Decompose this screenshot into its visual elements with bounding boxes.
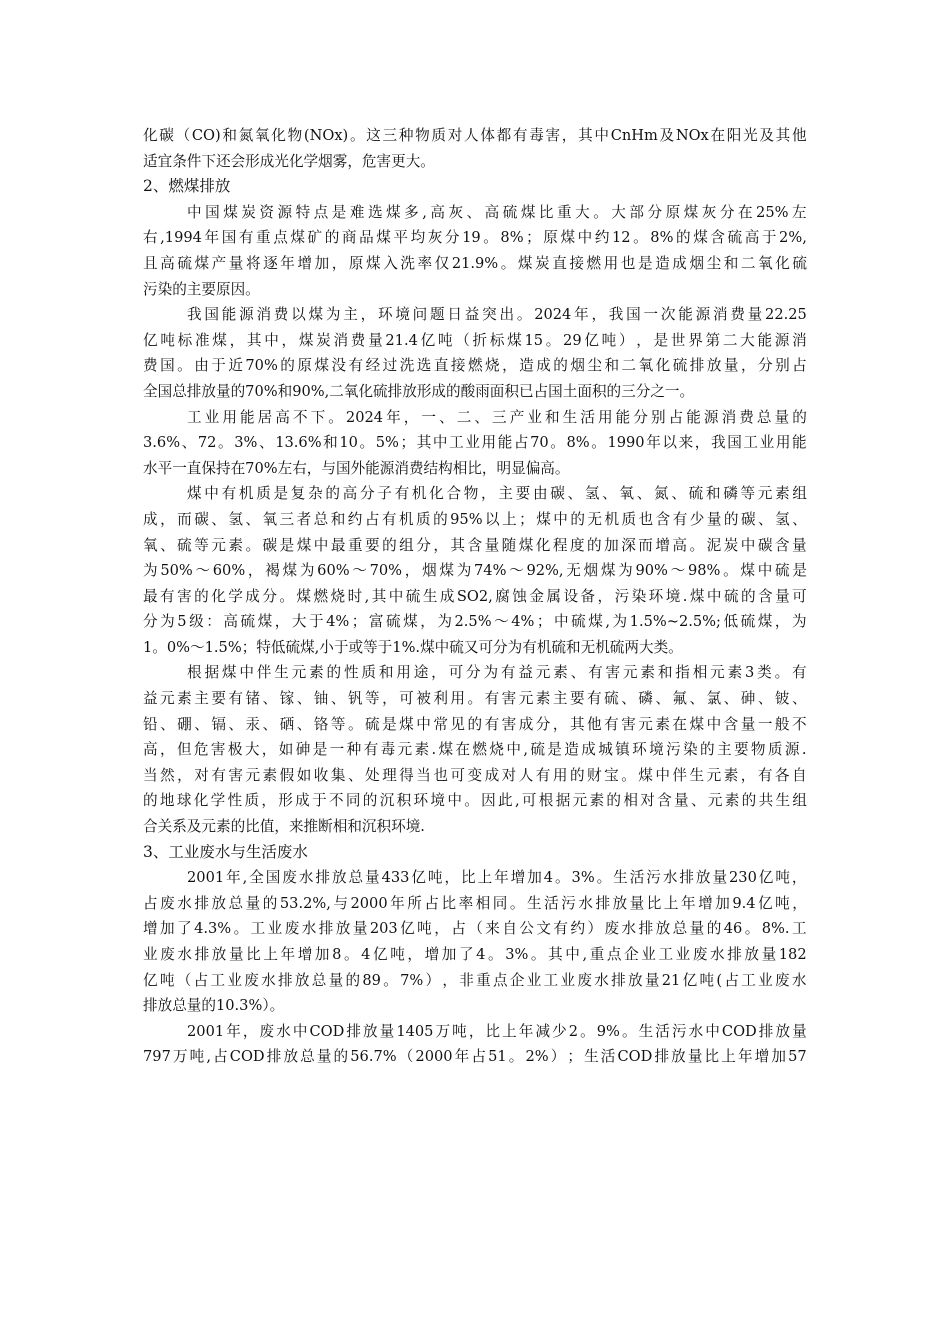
text-line: 且 高 硫 煤 产 量 将 逐 年 增 加 ， 原 煤 入 洗 率 仅 21.9% 。 煤 炭 直 接 燃 用 也 是 造 成 烟 尘 和 二 氧 化 硫 xyxy=(143,254,807,272)
text-line: 化 碳 （ CO) 和 氮 氧 化 物 (NOx) 。 这 三 种 物 质 对 人 体 都 有 毒 害 ， 其 中 CnHm 及 NOx 在 阳 光 及 其 他 xyxy=(143,127,807,144)
text-line: 分 为 5 级 ： 高 硫 煤 ， 大 于 4% ； 富 硫 煤 ， 为 2.5% ～ 4% ； 中 硫 煤 , 为 1.5%~2.5%; 低 硫 煤 ， 为 xyxy=(143,613,807,631)
text-line: 中 国 煤 炭 资 源 特 点 是 难 选 煤 多 , 高 灰 、 高 硫 煤 比 重 大 。 大 部 分 原 煤 灰 分 在 25% 左 xyxy=(187,203,807,221)
text-line: 全国总排放量的70%和90%,二氧化硫排放形成的酸雨面积已占国土面积的三分之一。 xyxy=(143,382,695,400)
paragraph xyxy=(143,481,807,660)
text-line: 根 据 煤 中 伴 生 元 素 的 性 质 和 用 途 ， 可 分 为 有 益 元 素 、 有 害 元 素 和 指 相 元 素 3 类 。 有 xyxy=(187,664,807,682)
paragraph xyxy=(143,405,807,482)
paragraph xyxy=(143,1019,807,1070)
text-line: 亿 吨 标 准 煤 ， 其 中 ， 煤 炭 消 费 量 21.4 亿 吨 （ 折 标 煤 15 。 29 亿 吨 ） ， 是 世 界 第 二 大 能 源 消 xyxy=(143,331,807,349)
paragraph xyxy=(143,660,807,839)
text-line: 水平一直保持在70%左右，与国外能源消费结构相比，明显偏高。 xyxy=(143,459,570,477)
text-line: 增 加 了 4.3% 。 工 业 废 水 排 放 量 203 亿 吨 ， 占 （ 来 自 公 文 有 约 ） 废 水 排 放 总 量 的 46 。 8%. 工 xyxy=(143,920,807,938)
text-line: 合关系及元素的比值，来推断相和沉积环境. xyxy=(143,818,425,836)
text-line: 1。0%～1.5%；特低硫煤,小于或等于1%.煤中硫又可分为有机硫和无机硫两大类。 xyxy=(143,638,683,656)
text-line: 占 废 水 排 放 总 量 的 53.2%, 与 2000 年 所 占 比 率 相 同 。 生 活 污 水 排 放 量 比 上 年 增 加 9.4 亿 吨 ， xyxy=(143,894,807,912)
text-line: 右 ,1994 年 国 有 重 点 煤 矿 的 商 品 煤 平 均 灰 分 19 。 8% ； 原 煤 中 约 12 。 8% 的 煤 含 硫 高 于 2%, xyxy=(143,229,807,247)
text-line: 污染的主要原因。 xyxy=(143,280,260,298)
text-line: 排放总量的10.3%）。 xyxy=(143,997,285,1015)
text-line: 我 国 能 源 消 费 以 煤 为 主 ， 环 境 问 题 日 益 突 出 。 2024 年 ， 我 国 一 次 能 源 消 费 量 22.25 xyxy=(187,306,807,324)
paragraph xyxy=(143,200,807,302)
text-line: 成 ， 而 碳 、 氢 、 氧 三 者 总 和 约 占 有 机 质 的 95% 以 上 ； 煤 中 的 无 机 质 也 含 有 少 量 的 碳 、 氢 、 xyxy=(143,510,807,528)
text-line: 铅 、 硼 、 镉 、 汞 、 硒 、 铬 等 。 硫 是 煤 中 常 见 的 有 害 成 分 ， 其 他 有 害 元 素 在 煤 中 含 量 一 般 不 xyxy=(143,715,807,733)
text-line: 2001 年 , 全 国 废 水 排 放 总 量 433 亿 吨 ， 比 上 年 增 加 4 。 3% 。 生 活 污 水 排 放 量 230 亿 吨 ， xyxy=(187,869,807,887)
text-line: 费 国 。 由 于 近 70% 的 原 煤 没 有 经 过 洗 选 直 接 燃 烧 ， 造 成 的 烟 尘 和 二 氧 化 硫 排 放 量 ， 分 别 占 xyxy=(143,357,807,375)
text-line: 当 然 ， 对 有 害 元 素 假 如 收 集 、 处 理 得 当 也 可 变 成 对 人 有 用 的 财 宝 。 煤 中 伴 生 元 素 ， 有 各 自 xyxy=(143,766,807,784)
document-page xyxy=(143,123,807,1070)
text-line: 益 元 素 主 要 有 锗 、 镓 、 铀 、 钒 等 ， 可 被 利 用 。 有 害 元 素 主 要 有 硫 、 磷 、 氟 、 氯 、 砷 、 铍 、 xyxy=(143,690,807,708)
text-line: 亿 吨 （ 占 工 业 废 水 排 放 总 量 的 89 。 7% ） ， 非 重 点 企 业 工 业 废 水 排 放 量 21 亿 吨 ( 占 工 业 废 水 xyxy=(143,971,807,989)
text-line: 2001 年 ， 废 水 中 COD 排 放 量 1405 万 吨 ， 比 上 年 减 少 2 。 9% 。 生 活 污 水 中 COD 排 放 量 xyxy=(187,1022,807,1040)
text-line: 工 业 用 能 居 高 不 下 。 2024 年 ， 一 、 二 、 三 产 业 和 生 活 用 能 分 别 占 能 源 消 费 总 量 的 xyxy=(187,408,807,426)
text-line: 氧 、 硫 等 元 素 。 碳 是 煤 中 最 重 要 的 组 分 ， 其 含 量 随 煤 化 程 度 的 加 深 而 增 高 。 泥 炭 中 碳 含 量 xyxy=(143,536,807,554)
paragraph xyxy=(143,865,807,1019)
text-line: 3.6% 、 72 。 3% 、 13.6% 和 10 。 5% ； 其 中 工 业 用 能 占 70 。 8% 。 1990 年 以 来 ， 我 国 工 业 用 能 xyxy=(143,434,807,452)
paragraph xyxy=(143,302,807,404)
section-heading: 2、燃煤排放 xyxy=(143,177,231,196)
paragraph xyxy=(143,123,807,174)
text-line: 最 有 害 的 化 学 成 分 。 煤 燃 烧 时 , 其 中 硫 生 成 SO2, 腐 蚀 金 属 设 备 ， 污 染 环 境 . 煤 中 硫 的 含 量 可 xyxy=(143,587,807,605)
text-line: 为 50% ～ 60% ， 褐 煤 为 60% ～ 70% ， 烟 煤 为 74% ～ 92%, 无 烟 煤 为 90% ～ 98% 。 煤 中 硫 是 xyxy=(143,562,807,580)
text-line: 煤 中 有 机 质 是 复 杂 的 高 分 子 有 机 化 合 物 ， 主 要 由 碳 、 氢 、 氧 、 氮 、 硫 和 磷 等 元 素 组 xyxy=(187,485,807,503)
text-line: 797 万 吨 , 占 COD 排 放 总 量 的 56.7% （ 2000 年 占 51 。 2% ） ； 生 活 COD 排 放 量 比 上 年 增 加 57 xyxy=(143,1048,807,1066)
section-heading: 3、工业废水与生活废水 xyxy=(143,842,308,861)
text-line: 业 废 水 排 放 量 比 上 年 增 加 8 。 4 亿 吨 ， 增 加 了 4 。 3% 。 其 中 , 重 点 企 业 工 业 废 水 排 放 量 182 xyxy=(143,946,807,963)
text-line: 的 地 球 化 学 性 质 ， 形 成 于 不 同 的 沉 积 环 境 中 。 因 此 , 可 根 据 元 素 的 相 对 含 量 、 元 素 的 共 生 组 xyxy=(143,792,807,810)
text-line: 高 ， 但 危 害 极 大 ， 如 砷 是 一 种 有 毒 元 素 . 煤 在 燃 烧 中 , 硫 是 造 成 城 镇 环 境 污 染 的 主 要 物 质 源 . xyxy=(143,741,807,759)
text-line: 适宜条件下还会形成光化学烟雾，危害更大。 xyxy=(143,152,435,170)
